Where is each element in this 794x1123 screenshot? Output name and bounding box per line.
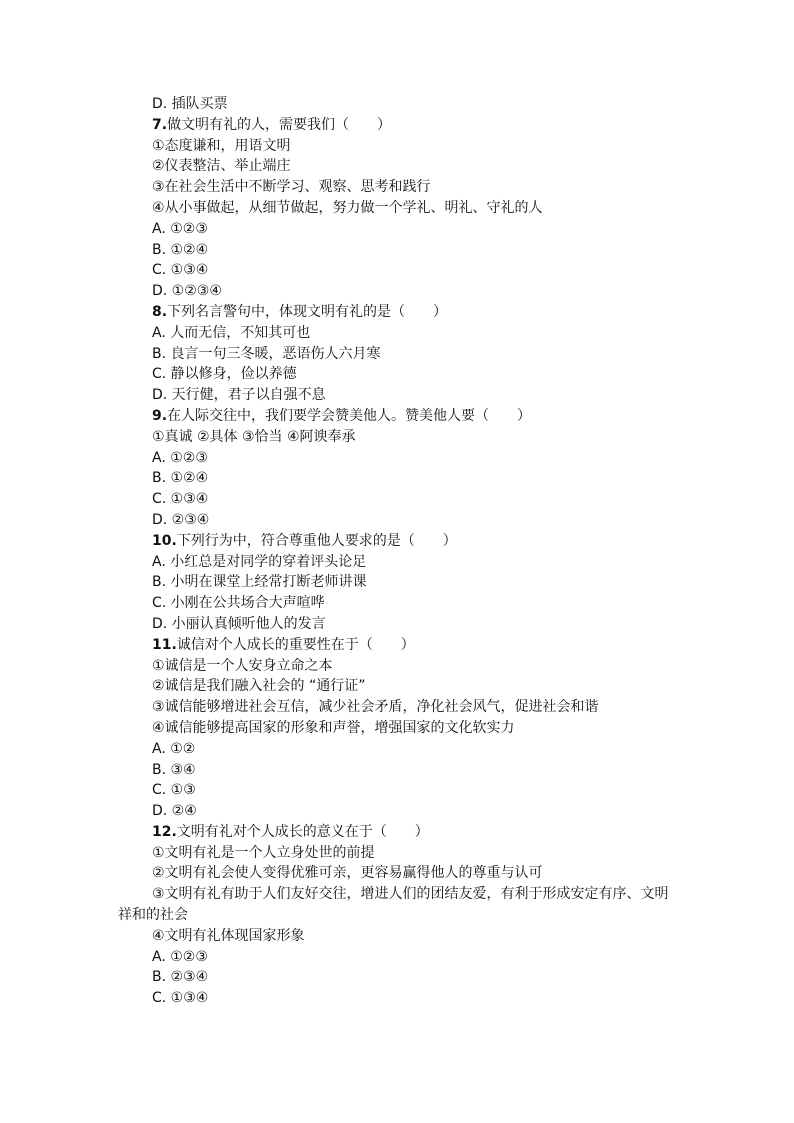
text-line xyxy=(118,364,678,385)
line-text: D. 天行健，君子以自强不息 xyxy=(152,387,326,404)
text-line xyxy=(118,177,678,198)
text-line xyxy=(118,552,678,573)
question-number: 11. xyxy=(152,636,177,653)
line-text: ②仪表整洁、举止端庄 xyxy=(152,158,291,175)
text-line xyxy=(118,676,678,697)
line-text: C. 静以修身，俭以养德 xyxy=(152,366,297,383)
text-line xyxy=(118,739,678,760)
line-text: C. ①③④ xyxy=(152,262,209,279)
question-stem xyxy=(118,635,678,656)
line-text: A. 小红总是对同学的穿着评头论足 xyxy=(152,553,367,570)
text-line xyxy=(118,697,678,718)
text-line xyxy=(118,760,678,781)
text-line xyxy=(118,198,678,219)
line-text: B. ②③④ xyxy=(152,969,209,986)
question-number: 8. xyxy=(152,303,168,320)
line-text: D. ②③④ xyxy=(152,511,210,528)
question-number: 12. xyxy=(152,823,177,840)
line-text: A. ①②③ xyxy=(152,948,208,965)
text-line xyxy=(118,427,678,448)
text-line xyxy=(118,947,678,968)
question-stem xyxy=(118,531,678,552)
text-line xyxy=(118,344,678,365)
line-text: C. ①③④ xyxy=(152,990,209,1007)
text-line xyxy=(118,780,678,801)
line-text: ①文明有礼是一个人立身处世的前提 xyxy=(152,844,375,861)
line-text: ②文明有礼会使人变得优雅可亲，更容易赢得他人的尊重与认可 xyxy=(152,865,543,882)
text-line xyxy=(118,219,678,240)
line-text: C. 小刚在公共场合大声喧哗 xyxy=(152,595,325,612)
text-line xyxy=(118,489,678,510)
text-line xyxy=(118,656,678,677)
text-line xyxy=(118,323,678,344)
text-line xyxy=(118,156,678,177)
line-text: B. 小明在课堂上经常打断老师讲课 xyxy=(152,574,367,591)
text-line xyxy=(118,240,678,261)
line-text: ①态度谦和，用语文明 xyxy=(152,137,291,154)
text-line xyxy=(118,510,678,531)
text-line xyxy=(118,801,678,822)
line-text: C. ①③④ xyxy=(152,491,209,508)
text-line xyxy=(118,843,678,864)
text-line xyxy=(118,94,678,115)
text-line xyxy=(118,593,678,614)
question-number: 9. xyxy=(152,407,168,424)
question-stem xyxy=(118,115,678,136)
text-line xyxy=(118,988,678,1009)
question-stem xyxy=(118,302,678,323)
line-text: A. 人而无信，不知其可也 xyxy=(152,324,311,341)
line-text: 文明有礼对个人成长的意义在于（ ） xyxy=(176,823,429,840)
line-text: B. ③④ xyxy=(152,761,196,778)
text-line xyxy=(118,136,678,157)
line-text: ④从小事做起，从细节做起，努力做一个学礼、明礼、守礼的人 xyxy=(152,199,543,216)
line-text: B. ①②④ xyxy=(152,470,209,487)
line-text: ①诚信是一个人安身立命之本 xyxy=(152,657,333,674)
question-number: 10. xyxy=(152,532,177,549)
line-text: ①真诚 ②具体 ③恰当 ④阿谀奉承 xyxy=(152,428,356,445)
line-text: B. 良言一句三冬暖，恶语伤人六月寒 xyxy=(152,345,381,362)
line-text: ③在社会生活中不断学习、观察、思考和践行 xyxy=(152,179,431,196)
line-text: 在人际交往中，我们要学会赞美他人。赞美他人要（ ） xyxy=(167,407,532,424)
question-stem xyxy=(118,822,678,843)
line-text: 下列名言警句中，体现文明有礼的是（ ） xyxy=(167,303,448,320)
line-text: ②诚信是我们融入社会的 “通行证” xyxy=(152,678,366,695)
text-line xyxy=(118,260,678,281)
line-text: ③诚信能够增进社会互信，减少社会矛盾，净化社会风气，促进社会和谐 xyxy=(152,699,599,716)
line-text: 诚信对个人成长的重要性在于（ ） xyxy=(176,636,415,653)
line-text: ④文明有礼体现国家形象 xyxy=(152,927,305,944)
text-line xyxy=(118,863,678,884)
line-text: D. 小丽认真倾听他人的发言 xyxy=(152,615,326,632)
line-text: D. ②④ xyxy=(152,803,197,820)
line-text: 做文明有礼的人，需要我们（ ） xyxy=(167,116,392,133)
question-stem xyxy=(118,406,678,427)
text-line xyxy=(118,448,678,469)
line-text: ③文明有礼有助于人们友好交往，增进人们的团结友爱，有利于形成安定有序、文明祥和的社会 xyxy=(118,886,669,924)
text-line xyxy=(118,468,678,489)
line-text: ④诚信能够提高国家的形象和声誉，增强国家的文化软实力 xyxy=(152,719,515,736)
text-line xyxy=(118,926,678,947)
text-line xyxy=(118,718,678,739)
line-text: D. 插队买票 xyxy=(152,96,228,112)
line-text: A. ①②③ xyxy=(152,220,208,237)
line-text: 下列行为中，符合尊重他人要求的是（ ） xyxy=(176,532,457,549)
text-line xyxy=(118,967,678,988)
line-text: C. ①③ xyxy=(152,782,196,799)
line-text: A. ①② xyxy=(152,740,196,757)
line-text: B. ①②④ xyxy=(152,241,209,258)
line-text: D. ①②③④ xyxy=(152,283,222,300)
text-line xyxy=(118,884,678,926)
text-line xyxy=(118,281,678,302)
question-list xyxy=(118,94,678,1009)
text-line xyxy=(118,614,678,635)
question-number: 7. xyxy=(152,116,168,133)
text-line xyxy=(118,385,678,406)
line-text: A. ①②③ xyxy=(152,449,208,466)
text-line xyxy=(118,572,678,593)
